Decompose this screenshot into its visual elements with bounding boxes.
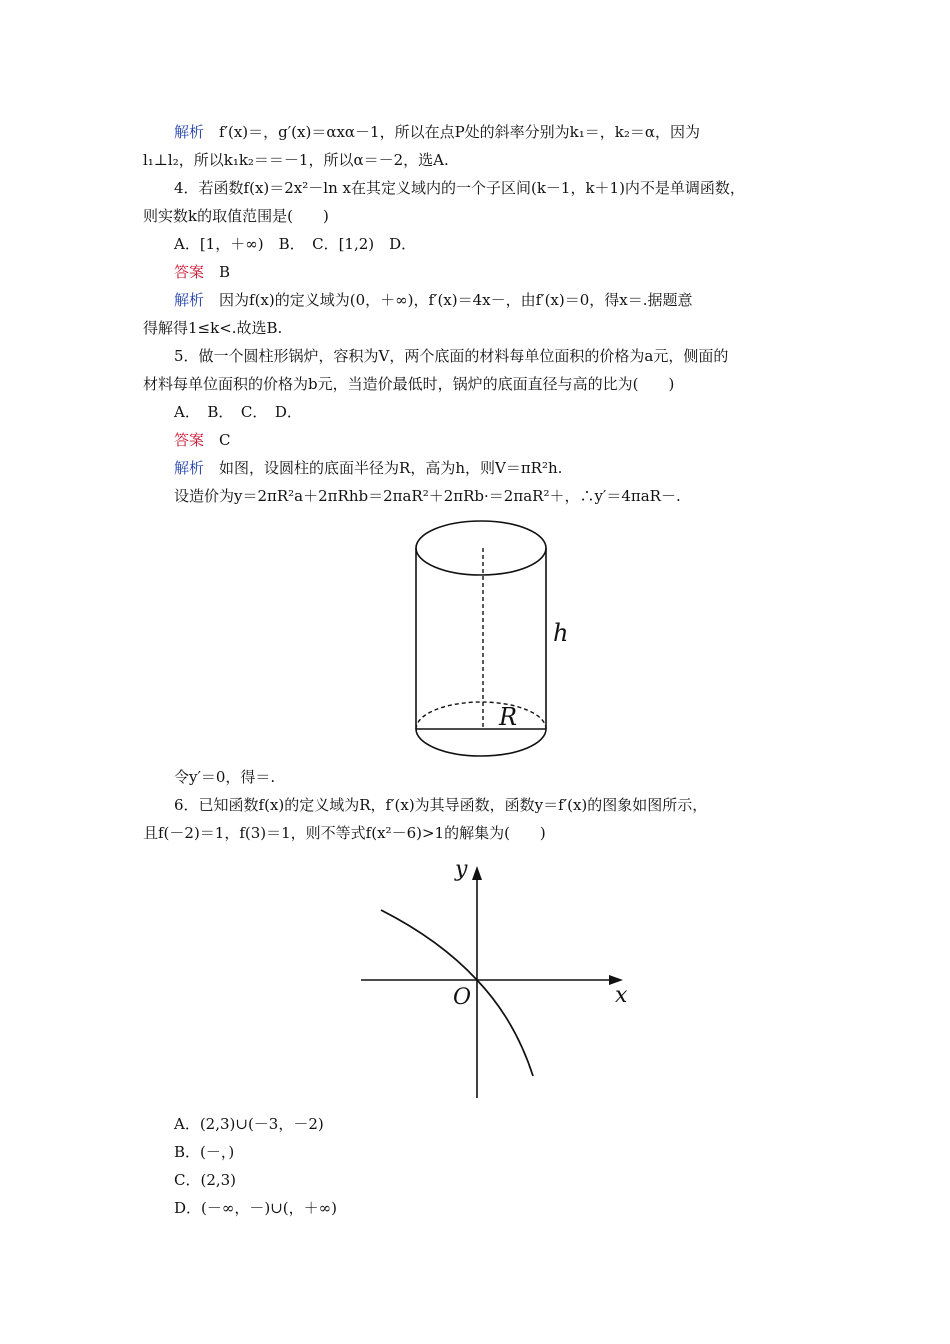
derivative-graph <box>345 852 641 1108</box>
line-text: 因为f(x)的定义域为(0，＋∞)，f′(x)＝4x－，由f′(x)＝0，得x＝.据题意 <box>219 291 693 309</box>
line-14 <box>174 485 854 507</box>
line-10 <box>143 373 823 395</box>
option-6b <box>174 1141 854 1163</box>
line-text: A． B． C． D． <box>174 403 302 421</box>
label-daan: 答案 <box>174 263 205 281</box>
line-text: B <box>219 263 231 281</box>
line-1 <box>174 121 854 143</box>
cylinder-bottom-back <box>416 702 546 729</box>
line-text: 材料每单位面积的价格为b元，当造价最低时，锅炉的底面直径与高的比为( ) <box>143 375 675 393</box>
cylinder-bottom-front <box>416 729 546 756</box>
line-text: 则实数k的取值范围是( ) <box>143 207 329 225</box>
derivative-graph-figure <box>345 852 641 1108</box>
line-text: l₁⊥l₂，所以k₁k₂＝＝－1，所以α＝－2，选A. <box>143 151 449 169</box>
label-daan: 答案 <box>174 431 205 449</box>
line-text: C <box>219 431 231 449</box>
answer-5 <box>174 429 854 451</box>
origin-label: O <box>453 985 472 1010</box>
line-text: 6．已知函数f(x)的定义域为R，f′(x)为其导函数，函数y＝f′(x)的图象如图所示， <box>174 796 708 814</box>
line-text: f′(x)＝，g′(x)＝αxα－1，所以在点P处的斜率分别为k₁＝，k₂＝α，因为 <box>219 123 701 141</box>
radius-label: R <box>499 703 518 731</box>
x-axis-label: x <box>615 983 628 1008</box>
line-text: 且f(－2)＝1，f(3)＝1，则不等式f(x²－6)>1的解集为( ) <box>143 824 546 842</box>
y-axis-arrow <box>472 866 482 880</box>
line-text: 设造价为y＝2πR²a＋2πRhb＝2πaR²＋2πRb·＝2πaR²＋，∴y′＝4πaR－. <box>174 487 681 505</box>
label-jiexi: 解析 <box>174 291 205 309</box>
cylinder-diagram <box>413 514 585 760</box>
question-5 <box>174 345 854 367</box>
line-text: A．(2,3)∪(－3，－2) <box>174 1115 324 1133</box>
line-text: 4．若函数f(x)＝2x²－ln x在其定义域内的一个子区间(k－1，k＋1)内不是单调函数， <box>174 179 745 197</box>
question-4 <box>174 177 854 199</box>
line-text: B．(－，) <box>174 1143 235 1161</box>
cylinder-figure <box>413 514 585 760</box>
line-4 <box>143 205 823 227</box>
options-5 <box>174 401 854 423</box>
line-text: 如图，设圆柱的底面半径为R，高为h，则V＝πR²h. <box>219 459 563 477</box>
options-4 <box>174 233 854 255</box>
line-text: C．(2,3) <box>174 1171 237 1189</box>
height-label: h <box>553 619 569 647</box>
analysis-5 <box>174 457 854 479</box>
line-text: 得解得1≤k<.故选B. <box>143 319 283 337</box>
analysis-4 <box>174 289 854 311</box>
line-17 <box>143 822 823 844</box>
line-text: D．(－∞，－)∪(，＋∞) <box>174 1199 337 1217</box>
option-6d <box>174 1197 854 1219</box>
label-jiexi: 解析 <box>174 123 205 141</box>
label-jiexi: 解析 <box>174 459 205 477</box>
line-text: A．[1，＋∞) B． C．[1,2) D． <box>174 235 417 253</box>
answer-4 <box>174 261 854 283</box>
line-text: 令y′＝0，得＝. <box>174 768 276 786</box>
option-6c <box>174 1169 854 1191</box>
cylinder-top-ellipse <box>416 521 546 575</box>
line-15 <box>174 766 854 788</box>
y-axis-label: y <box>455 857 468 882</box>
line-text: 5．做一个圆柱形锅炉，容积为V，两个底面的材料每单位面积的价格为a元，侧面的 <box>174 347 729 365</box>
line-2 <box>143 149 823 171</box>
option-6a <box>174 1113 854 1135</box>
question-6 <box>174 794 854 816</box>
line-8 <box>143 317 823 339</box>
